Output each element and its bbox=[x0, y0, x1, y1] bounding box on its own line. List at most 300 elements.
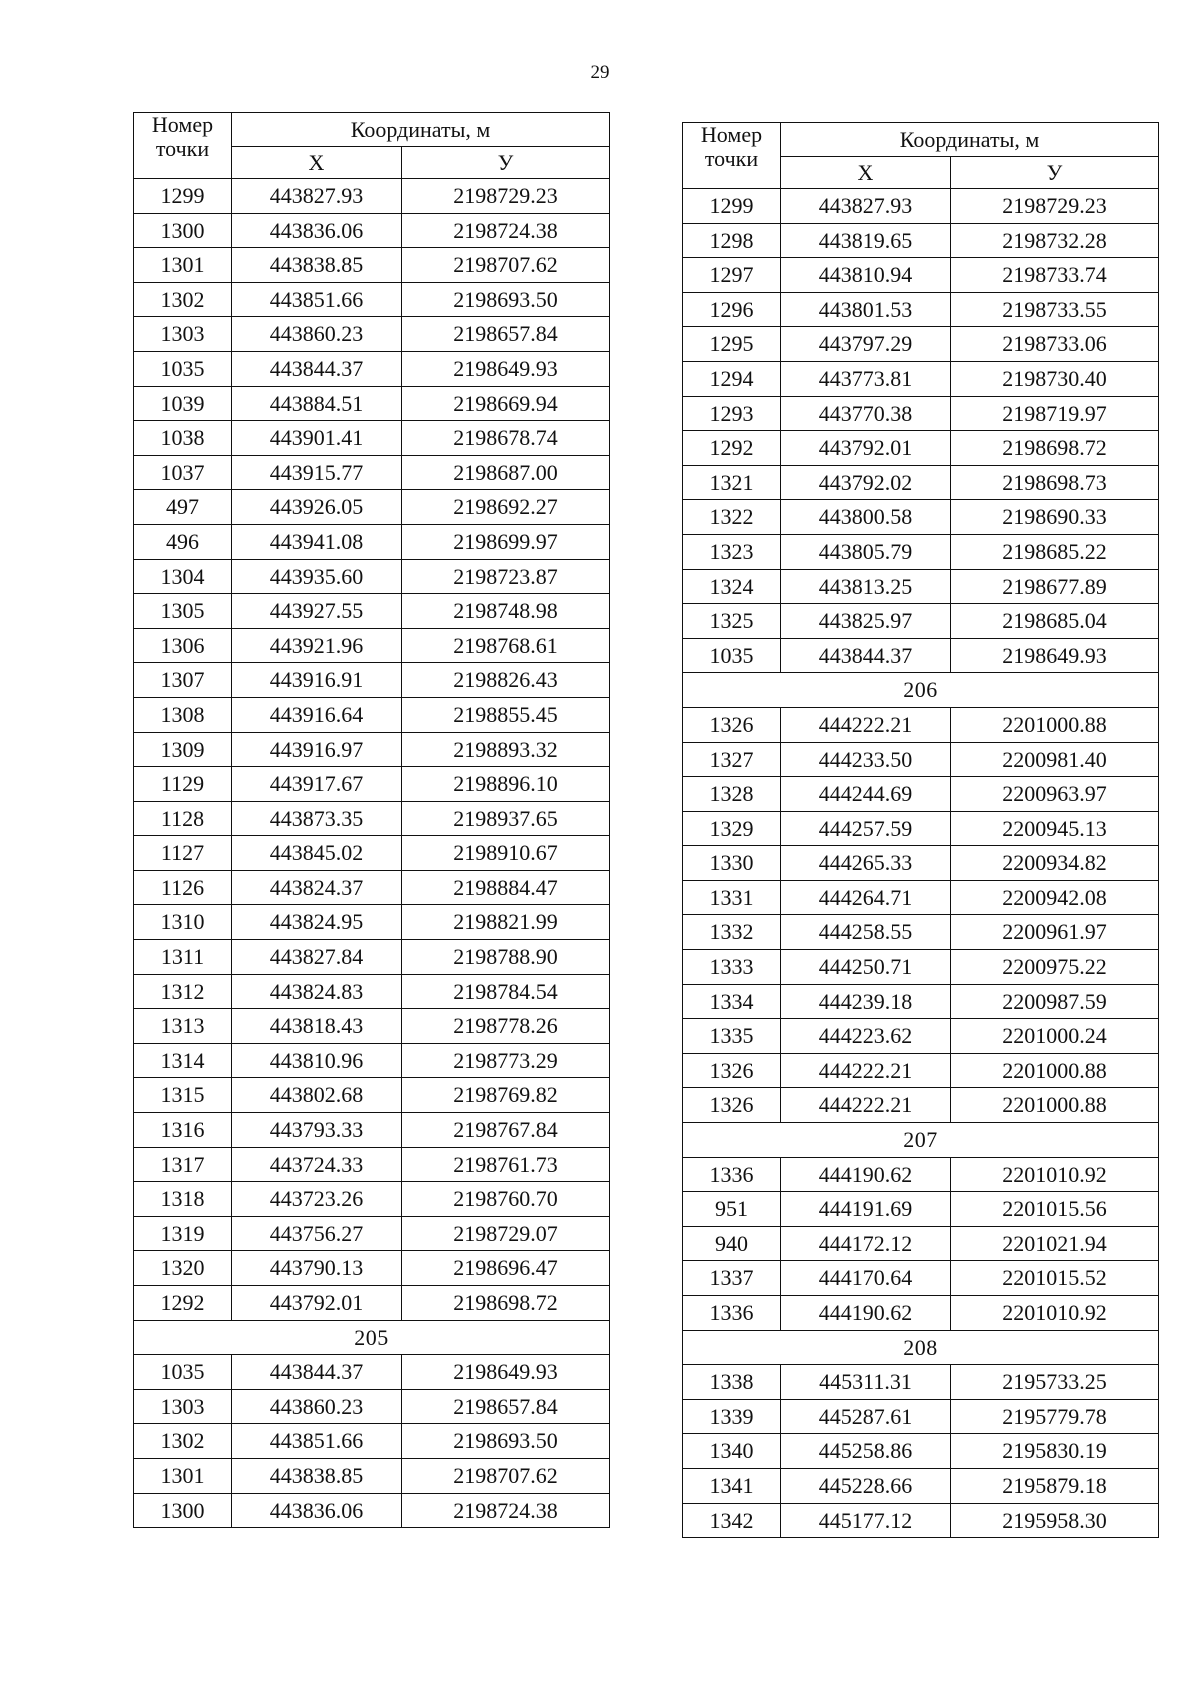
table-row bbox=[134, 421, 610, 456]
table-row bbox=[134, 1182, 610, 1217]
point-number-cell: 1340 bbox=[683, 1434, 781, 1469]
table-header bbox=[134, 113, 610, 179]
y-coordinate-cell: 2198649.93 bbox=[402, 1355, 610, 1390]
point-number-cell: 1329 bbox=[683, 811, 781, 846]
point-number-cell: 1307 bbox=[134, 663, 232, 698]
x-coordinate-cell: 443802.68 bbox=[232, 1078, 402, 1113]
x-coordinate-cell: 443845.02 bbox=[232, 836, 402, 871]
table-row bbox=[683, 569, 1159, 604]
point-number-cell: 1035 bbox=[134, 1355, 232, 1390]
x-coordinate-cell: 444265.33 bbox=[781, 846, 951, 881]
x-coordinate-cell: 443873.35 bbox=[232, 801, 402, 836]
x-coordinate-cell: 443723.26 bbox=[232, 1182, 402, 1217]
table-row bbox=[683, 1226, 1159, 1261]
y-coordinate-cell: 2198788.90 bbox=[402, 940, 610, 975]
point-number-cell: 1324 bbox=[683, 569, 781, 604]
y-column-header: У bbox=[402, 147, 610, 179]
point-number-cell: 1335 bbox=[683, 1019, 781, 1054]
y-coordinate-cell: 2201000.88 bbox=[951, 1053, 1159, 1088]
x-coordinate-cell: 443844.37 bbox=[232, 351, 402, 386]
table-row bbox=[683, 638, 1159, 673]
table-row bbox=[683, 707, 1159, 742]
point-number-header-line2: точки bbox=[155, 136, 210, 161]
x-coordinate-cell: 443818.43 bbox=[232, 1009, 402, 1044]
x-coordinate-cell: 445258.86 bbox=[781, 1434, 951, 1469]
table-row bbox=[683, 189, 1159, 224]
table-row bbox=[134, 801, 610, 836]
point-number-cell: 1309 bbox=[134, 732, 232, 767]
y-column-header: У bbox=[951, 157, 1159, 189]
y-coordinate-cell: 2198698.73 bbox=[951, 465, 1159, 500]
x-coordinate-cell: 444239.18 bbox=[781, 984, 951, 1019]
point-number-cell: 1127 bbox=[134, 836, 232, 871]
point-number-cell: 1035 bbox=[134, 351, 232, 386]
point-number-cell: 1313 bbox=[134, 1009, 232, 1044]
table-row bbox=[134, 455, 610, 490]
point-number-cell: 1300 bbox=[134, 1493, 232, 1528]
table-row bbox=[134, 351, 610, 386]
x-coordinate-cell: 443827.93 bbox=[781, 189, 951, 224]
y-coordinate-cell: 2198685.22 bbox=[951, 534, 1159, 569]
x-coordinate-cell: 444222.21 bbox=[781, 707, 951, 742]
table-row bbox=[134, 1355, 610, 1390]
x-coordinate-cell: 443838.85 bbox=[232, 248, 402, 283]
point-number-cell: 1330 bbox=[683, 846, 781, 881]
x-coordinate-cell: 443800.58 bbox=[781, 500, 951, 535]
x-coordinate-cell: 443813.25 bbox=[781, 569, 951, 604]
y-coordinate-cell: 2198729.23 bbox=[951, 189, 1159, 224]
y-coordinate-cell: 2198767.84 bbox=[402, 1113, 610, 1148]
y-coordinate-cell: 2200981.40 bbox=[951, 742, 1159, 777]
y-coordinate-cell: 2198768.61 bbox=[402, 628, 610, 663]
y-coordinate-cell: 2198692.27 bbox=[402, 490, 610, 525]
point-number-cell: 1326 bbox=[683, 1088, 781, 1123]
x-coordinate-cell: 443824.95 bbox=[232, 905, 402, 940]
x-coordinate-cell: 443884.51 bbox=[232, 386, 402, 421]
y-coordinate-cell: 2198699.97 bbox=[402, 524, 610, 559]
table-row bbox=[134, 179, 610, 214]
y-coordinate-cell: 2198669.94 bbox=[402, 386, 610, 421]
point-number-cell: 1292 bbox=[134, 1286, 232, 1321]
y-coordinate-cell: 2198707.62 bbox=[402, 1458, 610, 1493]
x-coordinate-cell: 443836.06 bbox=[232, 1493, 402, 1528]
y-coordinate-cell: 2198677.89 bbox=[951, 569, 1159, 604]
point-number-cell: 1316 bbox=[134, 1113, 232, 1148]
table-row bbox=[134, 628, 610, 663]
y-coordinate-cell: 2200942.08 bbox=[951, 880, 1159, 915]
table-row bbox=[134, 213, 610, 248]
coordinates-header: Координаты, м bbox=[232, 113, 610, 147]
table-row bbox=[683, 223, 1159, 258]
table-row bbox=[683, 361, 1159, 396]
table-row bbox=[134, 386, 610, 421]
y-coordinate-cell: 2198784.54 bbox=[402, 974, 610, 1009]
x-coordinate-cell: 443917.67 bbox=[232, 767, 402, 802]
point-number-cell: 1303 bbox=[134, 1389, 232, 1424]
point-number-cell: 940 bbox=[683, 1226, 781, 1261]
table-row bbox=[134, 732, 610, 767]
x-coordinate-cell: 443773.81 bbox=[781, 361, 951, 396]
table-row bbox=[683, 742, 1159, 777]
x-coordinate-cell: 445311.31 bbox=[781, 1365, 951, 1400]
point-number-cell: 1326 bbox=[683, 707, 781, 742]
coordinates-table-right bbox=[682, 122, 1159, 1538]
point-number-cell: 1338 bbox=[683, 1365, 781, 1400]
point-number-cell: 1336 bbox=[683, 1296, 781, 1331]
y-coordinate-cell: 2198884.47 bbox=[402, 870, 610, 905]
table-row bbox=[134, 1113, 610, 1148]
y-coordinate-cell: 2198937.65 bbox=[402, 801, 610, 836]
point-number-cell: 1312 bbox=[134, 974, 232, 1009]
x-coordinate-cell: 445287.61 bbox=[781, 1399, 951, 1434]
y-coordinate-cell: 2198760.70 bbox=[402, 1182, 610, 1217]
table-row bbox=[683, 534, 1159, 569]
y-coordinate-cell: 2201015.56 bbox=[951, 1192, 1159, 1227]
point-number-cell: 1297 bbox=[683, 258, 781, 293]
x-coordinate-cell: 443860.23 bbox=[232, 317, 402, 352]
y-coordinate-cell: 2201015.52 bbox=[951, 1261, 1159, 1296]
point-number-header bbox=[683, 123, 781, 189]
x-coordinate-cell: 444222.21 bbox=[781, 1053, 951, 1088]
y-coordinate-cell: 2201000.88 bbox=[951, 707, 1159, 742]
table-row bbox=[683, 950, 1159, 985]
y-coordinate-cell: 2198707.62 bbox=[402, 248, 610, 283]
y-coordinate-cell: 2198724.38 bbox=[402, 213, 610, 248]
table-row bbox=[683, 396, 1159, 431]
y-coordinate-cell: 2201000.88 bbox=[951, 1088, 1159, 1123]
x-coordinate-cell: 443810.94 bbox=[781, 258, 951, 293]
point-number-cell: 1302 bbox=[134, 1424, 232, 1459]
table-row bbox=[683, 880, 1159, 915]
y-coordinate-cell: 2200975.22 bbox=[951, 950, 1159, 985]
y-coordinate-cell: 2198657.84 bbox=[402, 317, 610, 352]
point-number-cell: 1320 bbox=[134, 1251, 232, 1286]
point-number-cell: 1126 bbox=[134, 870, 232, 905]
x-coordinate-cell: 443801.53 bbox=[781, 292, 951, 327]
point-number-cell: 1308 bbox=[134, 697, 232, 732]
table-body-left bbox=[134, 179, 610, 1528]
x-coordinate-cell: 443810.96 bbox=[232, 1043, 402, 1078]
table-row bbox=[683, 915, 1159, 950]
x-coordinate-cell: 444223.62 bbox=[781, 1019, 951, 1054]
y-coordinate-cell: 2195733.25 bbox=[951, 1365, 1159, 1400]
point-number-cell: 497 bbox=[134, 490, 232, 525]
x-coordinate-cell: 443770.38 bbox=[781, 396, 951, 431]
table-row bbox=[134, 1078, 610, 1113]
y-coordinate-cell: 2198723.87 bbox=[402, 559, 610, 594]
section-label: 206 bbox=[683, 673, 1159, 708]
section-row bbox=[683, 1330, 1159, 1365]
x-coordinate-cell: 443927.55 bbox=[232, 594, 402, 629]
x-coordinate-cell: 444258.55 bbox=[781, 915, 951, 950]
x-coordinate-cell: 443805.79 bbox=[781, 534, 951, 569]
x-coordinate-cell: 443827.84 bbox=[232, 940, 402, 975]
coordinates-header: Координаты, м bbox=[781, 123, 1159, 157]
table-row bbox=[134, 905, 610, 940]
y-coordinate-cell: 2198769.82 bbox=[402, 1078, 610, 1113]
x-coordinate-cell: 443724.33 bbox=[232, 1147, 402, 1182]
x-coordinate-cell: 445228.66 bbox=[781, 1468, 951, 1503]
x-coordinate-cell: 443836.06 bbox=[232, 213, 402, 248]
table-row bbox=[683, 1053, 1159, 1088]
y-coordinate-cell: 2198724.38 bbox=[402, 1493, 610, 1528]
table-row bbox=[134, 697, 610, 732]
y-coordinate-cell: 2200961.97 bbox=[951, 915, 1159, 950]
x-coordinate-cell: 443825.97 bbox=[781, 604, 951, 639]
point-number-cell: 1319 bbox=[134, 1216, 232, 1251]
x-coordinate-cell: 445177.12 bbox=[781, 1503, 951, 1538]
point-number-cell: 1318 bbox=[134, 1182, 232, 1217]
table-row bbox=[134, 870, 610, 905]
y-coordinate-cell: 2198910.67 bbox=[402, 836, 610, 871]
table-row bbox=[683, 604, 1159, 639]
table-row bbox=[134, 1043, 610, 1078]
x-coordinate-cell: 444190.62 bbox=[781, 1157, 951, 1192]
y-coordinate-cell: 2198773.29 bbox=[402, 1043, 610, 1078]
point-number-cell: 1341 bbox=[683, 1468, 781, 1503]
x-coordinate-cell: 443844.37 bbox=[781, 638, 951, 673]
y-coordinate-cell: 2201010.92 bbox=[951, 1157, 1159, 1192]
y-coordinate-cell: 2198733.06 bbox=[951, 327, 1159, 362]
table-row bbox=[683, 1296, 1159, 1331]
y-coordinate-cell: 2195879.18 bbox=[951, 1468, 1159, 1503]
table-row bbox=[683, 1503, 1159, 1538]
section-row bbox=[683, 1123, 1159, 1158]
y-coordinate-cell: 2198761.73 bbox=[402, 1147, 610, 1182]
x-coordinate-cell: 443792.01 bbox=[232, 1286, 402, 1321]
section-row bbox=[134, 1320, 610, 1355]
y-coordinate-cell: 2200934.82 bbox=[951, 846, 1159, 881]
table-row bbox=[683, 1019, 1159, 1054]
x-coordinate-cell: 443915.77 bbox=[232, 455, 402, 490]
y-coordinate-cell: 2198685.04 bbox=[951, 604, 1159, 639]
table-row bbox=[134, 594, 610, 629]
table-row bbox=[683, 1468, 1159, 1503]
point-number-cell: 1310 bbox=[134, 905, 232, 940]
point-number-cell: 1322 bbox=[683, 500, 781, 535]
y-coordinate-cell: 2198698.72 bbox=[951, 431, 1159, 466]
table-row bbox=[683, 777, 1159, 812]
point-number-cell: 1037 bbox=[134, 455, 232, 490]
x-coordinate-cell: 444244.69 bbox=[781, 777, 951, 812]
point-number-cell: 1296 bbox=[683, 292, 781, 327]
table-row bbox=[134, 248, 610, 283]
y-coordinate-cell: 2198748.98 bbox=[402, 594, 610, 629]
point-number-cell: 1300 bbox=[134, 213, 232, 248]
y-coordinate-cell: 2198855.45 bbox=[402, 697, 610, 732]
table-row bbox=[683, 1365, 1159, 1400]
point-number-cell: 1336 bbox=[683, 1157, 781, 1192]
x-coordinate-cell: 443941.08 bbox=[232, 524, 402, 559]
y-coordinate-cell: 2198730.40 bbox=[951, 361, 1159, 396]
table-row bbox=[134, 317, 610, 352]
y-coordinate-cell: 2198729.23 bbox=[402, 179, 610, 214]
x-coordinate-cell: 443916.97 bbox=[232, 732, 402, 767]
table-row bbox=[134, 282, 610, 317]
point-number-cell: 1323 bbox=[683, 534, 781, 569]
y-coordinate-cell: 2198687.00 bbox=[402, 455, 610, 490]
y-coordinate-cell: 2200963.97 bbox=[951, 777, 1159, 812]
table-row bbox=[683, 465, 1159, 500]
point-number-cell: 1295 bbox=[683, 327, 781, 362]
table-row bbox=[683, 327, 1159, 362]
x-coordinate-cell: 443824.83 bbox=[232, 974, 402, 1009]
point-number-header bbox=[134, 113, 232, 179]
table-row bbox=[134, 1493, 610, 1528]
point-number-cell: 1294 bbox=[683, 361, 781, 396]
y-coordinate-cell: 2198719.97 bbox=[951, 396, 1159, 431]
point-number-cell: 1326 bbox=[683, 1053, 781, 1088]
table-row bbox=[134, 1458, 610, 1493]
point-number-cell: 1305 bbox=[134, 594, 232, 629]
point-number-cell: 1299 bbox=[683, 189, 781, 224]
point-number-cell: 1039 bbox=[134, 386, 232, 421]
table-row bbox=[134, 1424, 610, 1459]
point-number-cell: 1337 bbox=[683, 1261, 781, 1296]
y-coordinate-cell: 2201021.94 bbox=[951, 1226, 1159, 1261]
table-row bbox=[683, 431, 1159, 466]
y-coordinate-cell: 2198693.50 bbox=[402, 1424, 610, 1459]
x-coordinate-cell: 443827.93 bbox=[232, 179, 402, 214]
x-coordinate-cell: 444172.12 bbox=[781, 1226, 951, 1261]
section-label: 207 bbox=[683, 1123, 1159, 1158]
table-row bbox=[134, 767, 610, 802]
table-row bbox=[683, 500, 1159, 535]
x-coordinate-cell: 443916.91 bbox=[232, 663, 402, 698]
table-row bbox=[134, 836, 610, 871]
y-coordinate-cell: 2198729.07 bbox=[402, 1216, 610, 1251]
point-number-cell: 1293 bbox=[683, 396, 781, 431]
section-row bbox=[683, 673, 1159, 708]
y-coordinate-cell: 2198693.50 bbox=[402, 282, 610, 317]
y-coordinate-cell: 2201000.24 bbox=[951, 1019, 1159, 1054]
page-number: 29 bbox=[590, 62, 610, 83]
y-coordinate-cell: 2200945.13 bbox=[951, 811, 1159, 846]
table-body-right bbox=[683, 189, 1159, 1538]
point-number-cell: 496 bbox=[134, 524, 232, 559]
section-label: 208 bbox=[683, 1330, 1159, 1365]
x-coordinate-cell: 443901.41 bbox=[232, 421, 402, 456]
table-row bbox=[134, 1286, 610, 1321]
point-number-cell: 1331 bbox=[683, 880, 781, 915]
point-number-header-line1: Номер bbox=[700, 122, 763, 147]
x-coordinate-cell: 443797.29 bbox=[781, 327, 951, 362]
point-number-cell: 1129 bbox=[134, 767, 232, 802]
point-number-cell: 1328 bbox=[683, 777, 781, 812]
point-number-cell: 1327 bbox=[683, 742, 781, 777]
point-number-cell: 1342 bbox=[683, 1503, 781, 1538]
table-row bbox=[134, 559, 610, 594]
point-number-header-line2: точки bbox=[704, 146, 759, 171]
point-number-cell: 1301 bbox=[134, 248, 232, 283]
table-row bbox=[683, 846, 1159, 881]
x-coordinate-cell: 443860.23 bbox=[232, 1389, 402, 1424]
table-row bbox=[683, 1399, 1159, 1434]
table-row bbox=[683, 984, 1159, 1019]
y-coordinate-cell: 2198896.10 bbox=[402, 767, 610, 802]
table-row bbox=[134, 974, 610, 1009]
table-row bbox=[134, 490, 610, 525]
x-coordinate-cell: 443819.65 bbox=[781, 223, 951, 258]
point-number-cell: 1299 bbox=[134, 179, 232, 214]
point-number-cell: 1292 bbox=[683, 431, 781, 466]
table-header bbox=[683, 123, 1159, 189]
point-number-cell: 1339 bbox=[683, 1399, 781, 1434]
y-coordinate-cell: 2198733.74 bbox=[951, 258, 1159, 293]
point-number-cell: 1302 bbox=[134, 282, 232, 317]
table-row bbox=[683, 1192, 1159, 1227]
y-coordinate-cell: 2198733.55 bbox=[951, 292, 1159, 327]
point-number-cell: 1333 bbox=[683, 950, 781, 985]
x-coordinate-cell: 443916.64 bbox=[232, 697, 402, 732]
y-coordinate-cell: 2198678.74 bbox=[402, 421, 610, 456]
y-coordinate-cell: 2198893.32 bbox=[402, 732, 610, 767]
table-row bbox=[134, 1251, 610, 1286]
point-number-cell: 1303 bbox=[134, 317, 232, 352]
point-number-cell: 1035 bbox=[683, 638, 781, 673]
table-row bbox=[683, 1157, 1159, 1192]
point-number-cell: 1301 bbox=[134, 1458, 232, 1493]
point-number-cell: 1311 bbox=[134, 940, 232, 975]
point-number-cell: 951 bbox=[683, 1192, 781, 1227]
y-coordinate-cell: 2200987.59 bbox=[951, 984, 1159, 1019]
y-coordinate-cell: 2195958.30 bbox=[951, 1503, 1159, 1538]
point-number-cell: 1314 bbox=[134, 1043, 232, 1078]
point-number-cell: 1321 bbox=[683, 465, 781, 500]
x-coordinate-cell: 443756.27 bbox=[232, 1216, 402, 1251]
x-coordinate-cell: 444264.71 bbox=[781, 880, 951, 915]
table-row bbox=[683, 258, 1159, 293]
y-coordinate-cell: 2195830.19 bbox=[951, 1434, 1159, 1469]
point-number-header-line1: Номер bbox=[151, 112, 214, 137]
x-coordinate-cell: 443793.33 bbox=[232, 1113, 402, 1148]
point-number-cell: 1038 bbox=[134, 421, 232, 456]
point-number-cell: 1298 bbox=[683, 223, 781, 258]
table-row bbox=[683, 1434, 1159, 1469]
point-number-cell: 1334 bbox=[683, 984, 781, 1019]
y-coordinate-cell: 2201010.92 bbox=[951, 1296, 1159, 1331]
y-coordinate-cell: 2198732.28 bbox=[951, 223, 1159, 258]
table-row bbox=[683, 1088, 1159, 1123]
table-row bbox=[134, 663, 610, 698]
coordinates-table-left bbox=[133, 112, 610, 1528]
point-number-cell: 1304 bbox=[134, 559, 232, 594]
x-coordinate-cell: 443792.01 bbox=[781, 431, 951, 466]
point-number-cell: 1315 bbox=[134, 1078, 232, 1113]
x-coordinate-cell: 444190.62 bbox=[781, 1296, 951, 1331]
point-number-cell: 1332 bbox=[683, 915, 781, 950]
y-coordinate-cell: 2198698.72 bbox=[402, 1286, 610, 1321]
table-row bbox=[134, 1389, 610, 1424]
table-row bbox=[683, 1261, 1159, 1296]
x-coordinate-cell: 444170.64 bbox=[781, 1261, 951, 1296]
x-coordinate-cell: 443792.02 bbox=[781, 465, 951, 500]
x-coordinate-cell: 444233.50 bbox=[781, 742, 951, 777]
x-coordinate-cell: 443844.37 bbox=[232, 1355, 402, 1390]
x-coordinate-cell: 443921.96 bbox=[232, 628, 402, 663]
y-coordinate-cell: 2198649.93 bbox=[402, 351, 610, 386]
x-coordinate-cell: 443790.13 bbox=[232, 1251, 402, 1286]
point-number-cell: 1128 bbox=[134, 801, 232, 836]
point-number-cell: 1325 bbox=[683, 604, 781, 639]
table-row bbox=[134, 524, 610, 559]
table-row bbox=[683, 811, 1159, 846]
section-label: 205 bbox=[134, 1320, 610, 1355]
y-coordinate-cell: 2195779.78 bbox=[951, 1399, 1159, 1434]
y-coordinate-cell: 2198690.33 bbox=[951, 500, 1159, 535]
y-coordinate-cell: 2198826.43 bbox=[402, 663, 610, 698]
x-coordinate-cell: 443935.60 bbox=[232, 559, 402, 594]
